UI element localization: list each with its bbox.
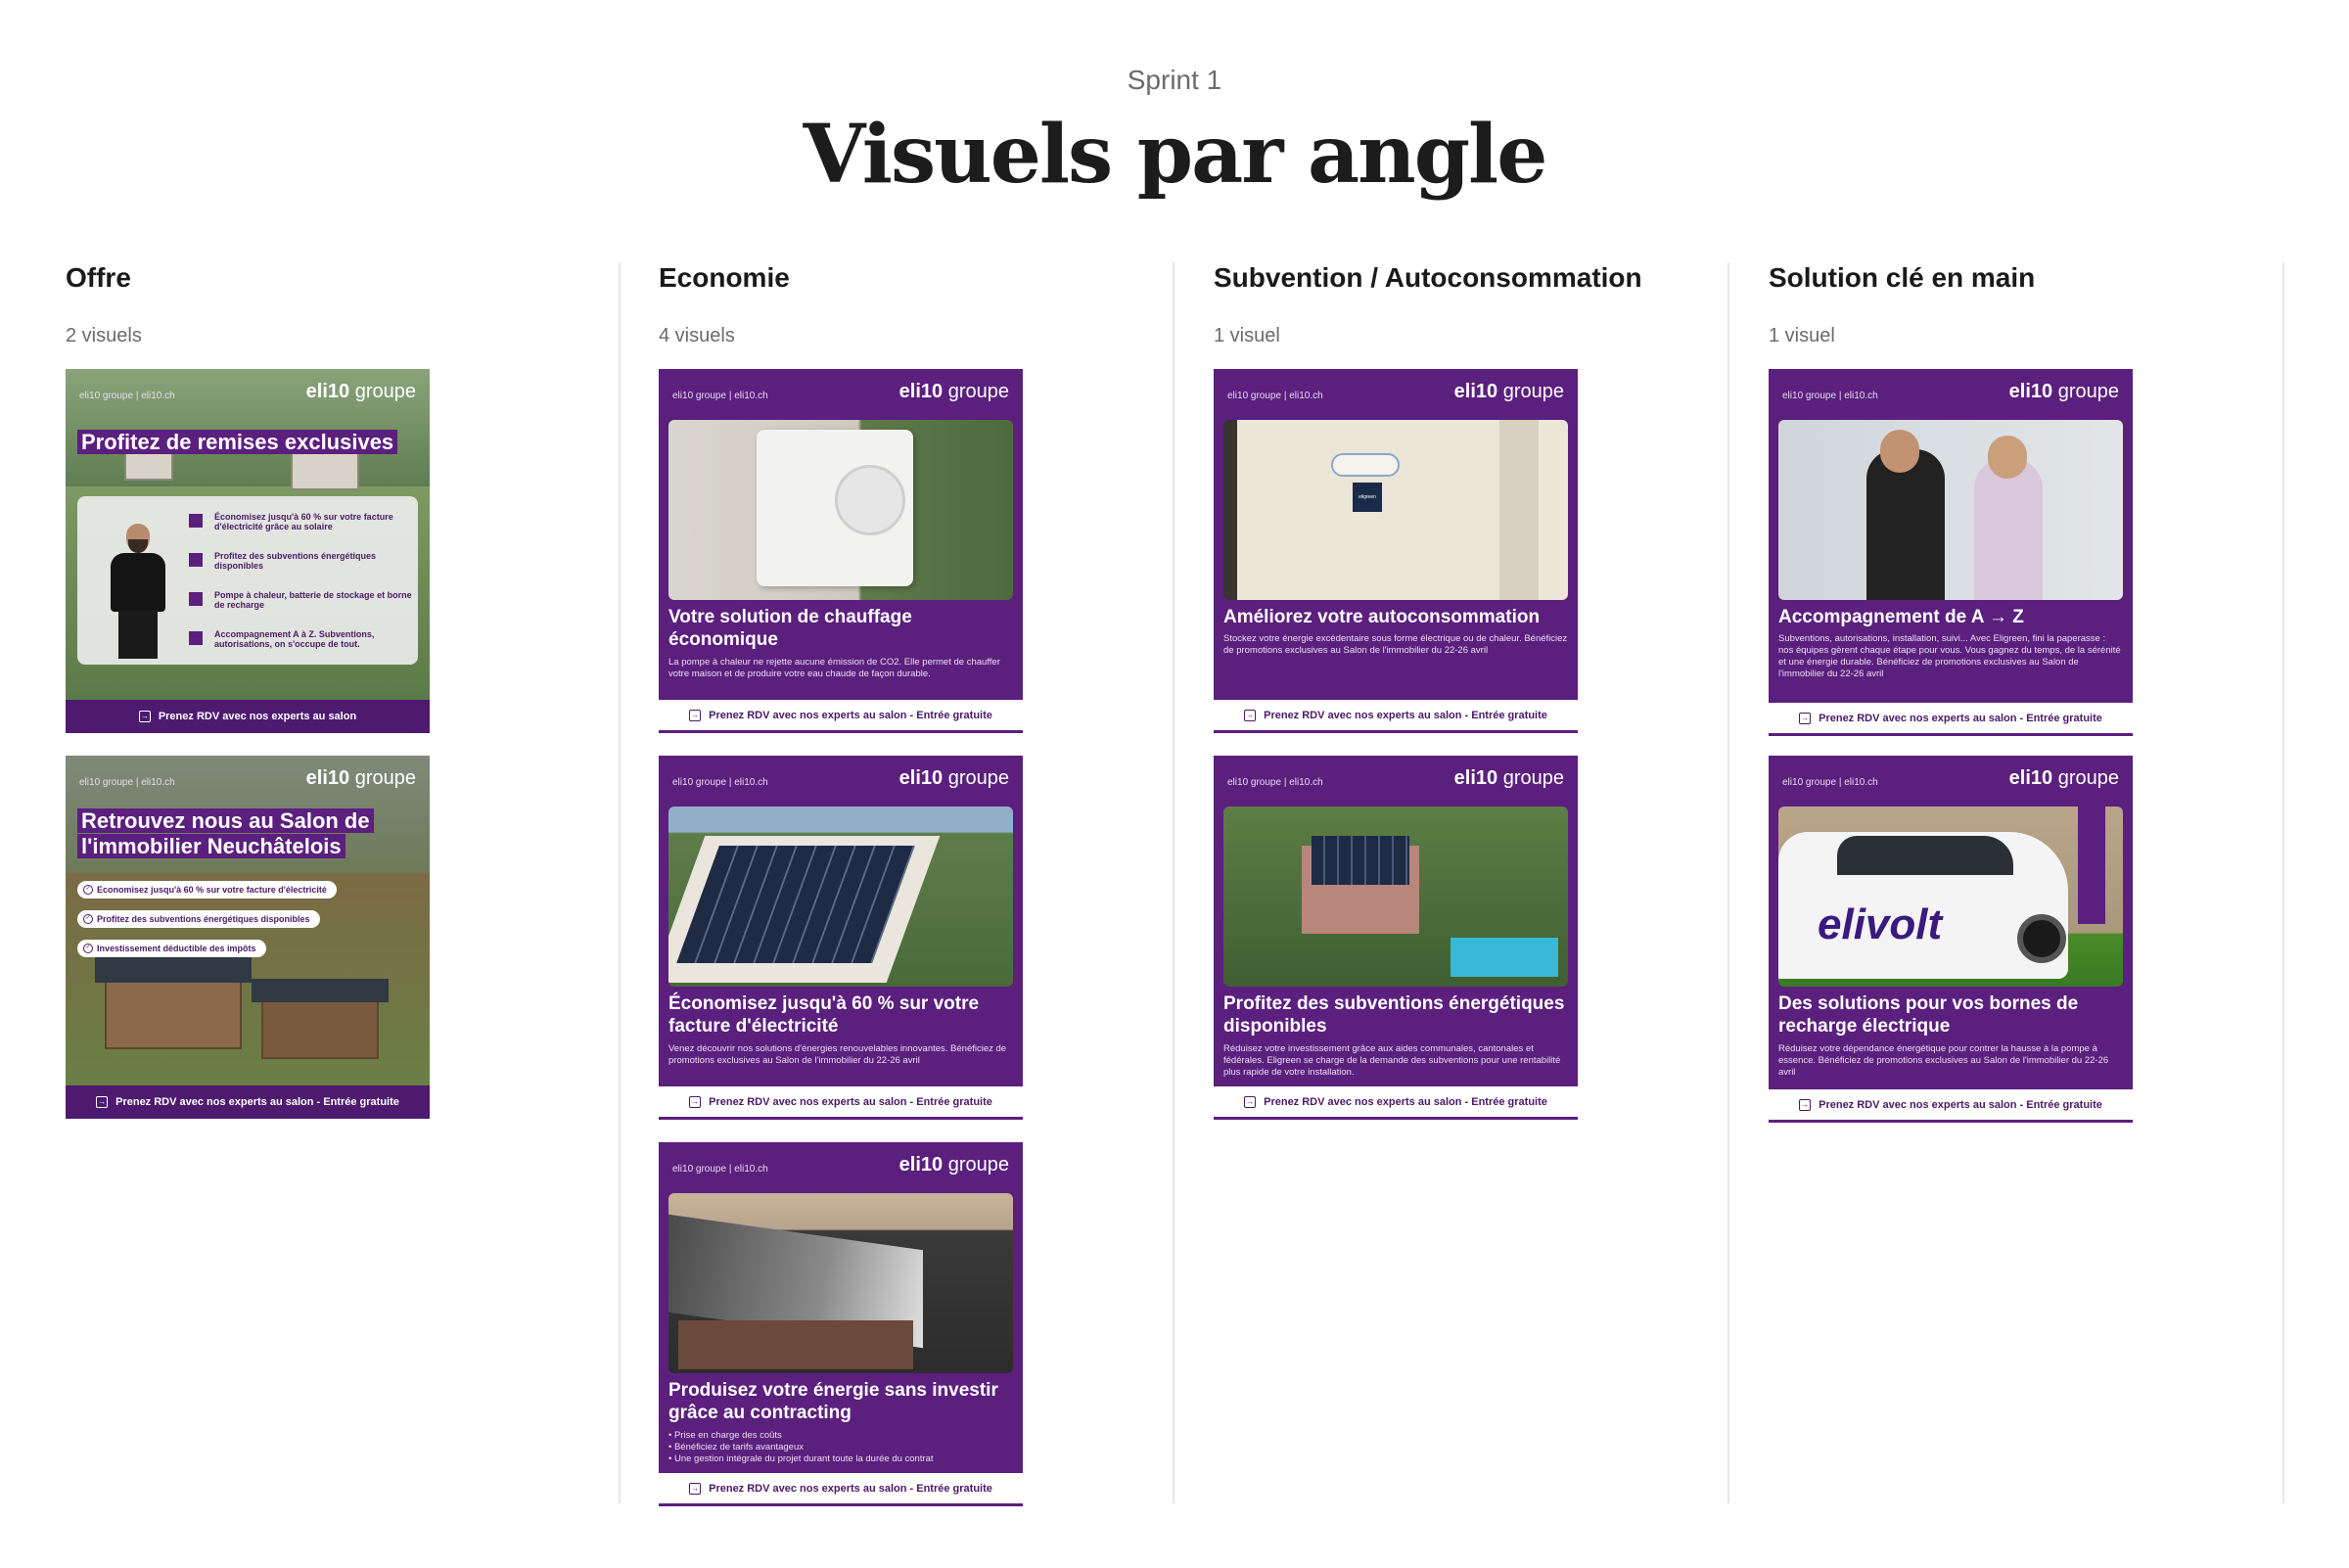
elivolt-logo: elivolt — [1818, 900, 1943, 948]
cta-button[interactable]: → Prenez RDV avec nos experts au salon - Entrée gratuite — [1214, 700, 1578, 733]
list-item: • Bénéficiez de tarifs avantageux — [668, 1442, 804, 1453]
list-item: • Une gestion intégrale du projet durant toute la durée du contrat — [668, 1453, 934, 1464]
bullet-square-icon — [189, 592, 203, 606]
column-title-offre: Offre — [66, 262, 131, 293]
person-shape — [1974, 459, 2043, 600]
brand-small-logo: eli10 groupe | eli10.ch — [79, 391, 175, 401]
cta-button[interactable]: → Prenez RDV avec nos experts au salon - Entrée gratuite — [659, 700, 1023, 733]
heat-pump-unit — [757, 430, 913, 586]
card-headline: Profitez des subventions énergétiques disponibles — [1223, 993, 1565, 1037]
info-pill: ✓ Economisez jusqu'à 60 % sur votre facture d'électricité — [77, 881, 337, 899]
card-headline: Améliorez votre autoconsommation — [1223, 607, 1541, 627]
person-head — [1880, 430, 1919, 473]
column-divider — [619, 262, 621, 1503]
card-title: Profitez de remises exclusives — [77, 430, 397, 455]
visual-card-subvention-subventions[interactable] — [1214, 756, 1578, 1120]
arrow-icon: → — [1246, 710, 1255, 719]
arrow-icon: → — [98, 1097, 107, 1106]
column-count-subvention: 1 visuel — [1214, 325, 1280, 346]
card-body: Stockez votre énergie excédentaire sous forme électrique ou de chaleur. Bénéficiez de promotions exclusives au Salon de l'immobilier du 22-26 avril — [1223, 633, 1568, 656]
brand-logo: eli10 groupe — [305, 767, 416, 789]
check-icon: ✓ — [83, 914, 93, 924]
card-headline: Accompagnement de A → Z — [1778, 607, 2024, 627]
card-body: La pompe à chaleur ne rejette aucune émission de CO2. Elle permet de chauffer votre maison et de produire votre eau chaude de façon durable. — [668, 657, 1000, 679]
info-pill: ✓ Profitez des subventions énergétiques disponibles — [77, 910, 320, 928]
cta-button[interactable]: → Prenez RDV avec nos experts au salon - Entrée gratuite — [1769, 703, 2133, 736]
brand-small-logo: eli10 groupe | eli10.ch — [672, 1164, 768, 1175]
column-title-solution: Solution clé en main — [1769, 262, 2036, 293]
arrow-icon: → — [1801, 713, 1810, 722]
info-pill: ✓ Investissement déductible des impôts — [77, 940, 266, 957]
car-window — [1837, 836, 2013, 875]
arrow-icon: → — [691, 1096, 700, 1106]
building-wall — [678, 1320, 913, 1369]
card-body: Réduisez votre dépendance énergétique pour contrer la hausse à la pompe à essence. Bénéficiez de promotions exclusives au Salon de l'immobilier du 22-26 avril — [1778, 1043, 2109, 1078]
battery-photo — [1223, 420, 1568, 600]
list-item: • Prise en charge des coûts — [668, 1430, 782, 1441]
arrow-icon: → — [691, 710, 700, 719]
cta-button[interactable]: → Prenez RDV avec nos experts au salon - Entrée gratuite — [1769, 1089, 2133, 1123]
brand-logo: eli10 groupe — [898, 381, 1009, 402]
visual-card-solution-bornes[interactable] — [1769, 756, 2133, 1123]
visual-card-offre-salon[interactable] — [66, 756, 430, 1119]
brand-small-logo: eli10 groupe | eli10.ch — [79, 777, 175, 788]
card-headline: Des solutions pour vos bornes de recharge électrique — [1778, 993, 2079, 1037]
consultation-photo — [1778, 420, 2123, 600]
chalet-shape — [261, 1000, 379, 1059]
column-divider — [1727, 262, 1729, 1503]
industrial-roof-photo — [668, 1193, 1013, 1373]
offer-bullet: Pompe à chaleur, batterie de stockage et borne de recharge — [214, 590, 420, 610]
roof-shape — [252, 979, 389, 1002]
cta-button[interactable]: → Prenez RDV avec nos experts au salon - Entrée gratuite — [659, 1473, 1023, 1506]
brand-logo: eli10 groupe — [1453, 381, 1564, 402]
visual-card-offre-remises[interactable] — [66, 369, 430, 733]
person-head — [1988, 436, 2027, 479]
heat-pump-photo — [668, 420, 1013, 600]
card-body-list — [668, 1430, 1013, 1465]
fan-icon — [835, 465, 905, 535]
house-shape — [291, 451, 359, 490]
bullet-square-icon — [189, 514, 203, 528]
offer-bullet: Accompagnement A à Z. Subventions, autorisations, on s'occupe de tout. — [214, 629, 420, 649]
column-title-economie: Economie — [659, 262, 790, 293]
arrow-icon: → — [691, 1483, 700, 1493]
brand-logo: eli10 groupe — [898, 767, 1009, 789]
wall-shape — [1499, 420, 1539, 600]
brand-small-logo: eli10 groupe | eli10.ch — [1782, 777, 1878, 788]
brand-logo: eli10 groupe — [305, 381, 416, 402]
brand-small-logo: eli10 groupe | eli10.ch — [672, 777, 768, 788]
solar-panels — [1312, 836, 1409, 885]
column-title-subvention: Subvention / Autoconsommation — [1214, 262, 1642, 293]
cta-button[interactable]: → Prenez RDV avec nos experts au salon - Entrée gratuite — [659, 1086, 1023, 1120]
pool-shape — [1451, 938, 1558, 977]
column-count-solution: 1 visuel — [1769, 325, 1835, 346]
column-count-offre: 2 visuels — [66, 325, 142, 346]
visual-card-economie-contracting[interactable] — [659, 1142, 1023, 1506]
brand-small-logo: eli10 groupe | eli10.ch — [1227, 777, 1323, 788]
eligreen-badge: eligreen — [1353, 483, 1382, 512]
arrow-icon: → — [1801, 1099, 1810, 1109]
brand-small-logo: eli10 groupe | eli10.ch — [672, 391, 768, 401]
person-image — [105, 524, 171, 661]
card-body: Subventions, autorisations, installation, suivi... Avec Eligreen, fini la paperasse : nos équipes gèrent chaque étape pour vous. Vous gagnez du temps, de la sérénité et une énergie durable. Bénéficiez de promotions exclusives au Salon de l'immobilier du 22-26 avril — [1778, 633, 2121, 679]
check-icon: ✓ — [83, 944, 93, 953]
brand-logo: eli10 groupe — [2008, 767, 2119, 789]
battery-indicator — [1331, 453, 1400, 477]
card-title: Retrouvez nous au Salon de l'immobilier Neuchâtelois — [77, 808, 374, 859]
cta-button[interactable]: → Prenez RDV avec nos experts au salon - Entrée gratuite — [66, 1085, 430, 1119]
page-title: Visuels par angle — [803, 108, 1546, 202]
card-headline: Produisez votre énergie sans investir grâce au contracting — [668, 1380, 998, 1423]
arrow-icon: → — [1246, 1096, 1255, 1106]
chalet-shape — [105, 981, 242, 1049]
brand-logo: eli10 groupe — [898, 1154, 1009, 1176]
card-headline: Économisez jusqu'à 60 % sur votre facture d'électricité — [668, 993, 980, 1037]
brand-small-logo: eli10 groupe | eli10.ch — [1227, 391, 1323, 401]
bullet-square-icon — [189, 553, 203, 567]
column-divider — [2282, 262, 2284, 1503]
visual-card-economie-chauffage[interactable] — [659, 369, 1023, 733]
cta-button[interactable]: → Prenez RDV avec nos experts au salon - Entrée gratuite — [1214, 1086, 1578, 1120]
brand-logo: eli10 groupe — [1453, 767, 1564, 789]
person-shape — [1866, 449, 1945, 600]
check-icon: ✓ — [83, 885, 93, 895]
visual-card-subvention-autoconsommation[interactable] — [1214, 369, 1578, 733]
cta-button[interactable]: → Prenez RDV avec nos experts au salon — [66, 700, 430, 733]
sprint-label: Sprint 1 — [1127, 65, 1222, 95]
car-wheel — [2017, 914, 2066, 963]
brand-logo: eli10 groupe — [2008, 381, 2119, 402]
charging-station — [2078, 807, 2105, 924]
offer-bullet: Profitez des subventions énergétiques disponibles — [214, 551, 420, 571]
solar-roof-photo — [668, 807, 1013, 987]
visual-card-solution-accompagnement[interactable] — [1769, 369, 2133, 736]
column-divider — [1173, 262, 1174, 1503]
house-aerial-photo — [1223, 807, 1568, 987]
offer-panel — [77, 496, 418, 665]
column-count-economie: 4 visuels — [659, 325, 735, 346]
bullet-square-icon — [189, 631, 203, 645]
offer-bullet: Économisez jusqu'à 60 % sur votre facture d'électricité grâce au solaire — [214, 512, 420, 531]
visual-card-economie-facture[interactable] — [659, 756, 1023, 1120]
card-body: Venez découvrir nos solutions d'énergies renouvelables innovantes. Bénéficiez de promotions exclusives au Salon de l'immobilier du 22-26 avril — [668, 1043, 1007, 1066]
card-headline: Votre solution de chauffage économique — [668, 607, 912, 650]
card-body: Réduisez votre investissement grâce aux aides communales, cantonales et fédérales. Eligreen se charge de la demande des subventions pour une rentabilité plus rapide de votre installation. — [1223, 1043, 1561, 1078]
brand-small-logo: eli10 groupe | eli10.ch — [1782, 391, 1878, 401]
roof-shape — [95, 957, 252, 983]
arrow-icon: → — [140, 712, 149, 720]
ev-charging-photo — [1778, 807, 2123, 987]
